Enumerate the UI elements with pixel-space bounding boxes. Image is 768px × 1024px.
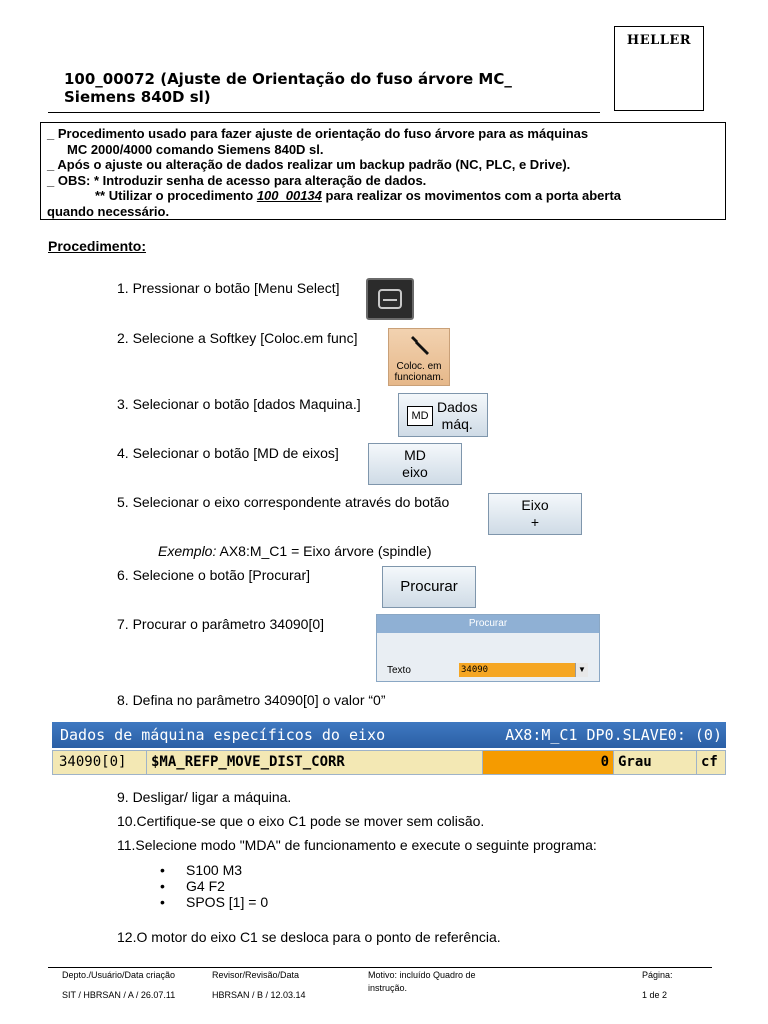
step-9: 9. Desligar/ ligar a máquina. — [117, 789, 292, 805]
intro-line-4: _ OBS: * Introduzir senha de acesso para alteração de dados. — [47, 172, 427, 188]
eixo-label-line1: Eixo — [521, 497, 549, 513]
procurar-button[interactable] — [382, 566, 476, 608]
procedure-reference-link[interactable]: 100_00134 — [256, 188, 322, 203]
step-2: 2. Selecione a Softkey [Coloc.em func] — [117, 330, 358, 346]
heller-logo: HELLER — [626, 33, 692, 48]
procurar-label: Procurar — [400, 578, 458, 595]
intro-line-1: _ Procedimento usado para fazer ajuste de orientação do fuso árvore para as máquinas — [47, 126, 589, 141]
dados-maquina-button[interactable] — [398, 393, 488, 437]
wrench-icon — [409, 333, 433, 357]
md-eixo-button[interactable] — [368, 443, 462, 485]
machine-data-title: Dados de máquina específicos do eixo — [60, 726, 386, 744]
dados-label-line2: máq. — [441, 416, 473, 432]
intro-box — [40, 122, 726, 220]
md-icon: MD — [407, 406, 433, 426]
section-heading: Procedimento: — [48, 238, 147, 254]
step-11: 11.Selecione modo "MDA" de funcionamento e execute o seguinte programa: — [117, 837, 597, 853]
footer-divider — [48, 967, 712, 968]
machine-data-header — [52, 722, 726, 748]
footer-page-value: 1 de 2 — [642, 990, 668, 1000]
footer-col1-label: Depto./Usuário/Data criação — [62, 970, 176, 980]
dados-maquina-label — [437, 399, 477, 433]
eixo-plus-button[interactable] — [488, 493, 582, 535]
footer-col3-label: Motivo: incluído Quadro de — [368, 970, 476, 980]
menu-select-icon — [378, 289, 402, 309]
md-eixo-label-line2: eixo — [402, 464, 428, 480]
parameter-name: $MA_REFP_MOVE_DIST_CORR — [147, 751, 483, 774]
example-line — [158, 543, 432, 559]
document-title — [64, 70, 604, 106]
footer-page-label: Página: — [642, 970, 673, 980]
step-1: 1. Pressionar o botão [Menu Select] — [117, 280, 340, 296]
intro-line-3: _ Após o ajuste ou alteração de dados realizar um backup padrão (NC, PLC, e Drive). — [47, 157, 571, 172]
parameter-number: 34090[0] — [53, 751, 147, 774]
md-eixo-label-line1: MD — [404, 447, 426, 463]
softkey-label-line2: funcionam. — [394, 372, 444, 383]
step-10: 10.Certifique-se que o eixo C1 pode se mover sem colisão. — [117, 813, 485, 829]
footer-col1-value: SIT / HBRSAN / A / 26.07.11 — [62, 990, 176, 1000]
machine-data-row[interactable] — [52, 750, 726, 775]
step-12: 12.O motor do eixo C1 se desloca para o ponto de referência. — [117, 929, 501, 945]
footer-col2-value: HBRSAN / B / 12.03.14 — [212, 990, 306, 1000]
softkey-label — [389, 361, 449, 383]
intro-line-5-pre: ** Utilizar o procedimento — [95, 188, 257, 203]
step-5: 5. Selecionar o eixo correspondente através do botão — [117, 494, 450, 510]
step-4: 4. Selecionar o botão [MD de eixos] — [117, 445, 339, 461]
program-line-2: • G4 F2 — [186, 878, 225, 894]
texto-input[interactable]: 34090 — [459, 663, 587, 677]
softkey-label-line1: Coloc. em — [396, 361, 442, 372]
title-divider — [48, 112, 600, 113]
intro-line-6: quando necessário. — [47, 203, 170, 219]
machine-data-axis: AX8:M_C1 DP0.SLAVE0: (0) — [505, 726, 722, 744]
intro-line-5-post: para realizar os movimentos com a porta aberta — [321, 188, 621, 203]
logo-box — [614, 26, 704, 111]
chevron-down-icon[interactable]: ▼ — [575, 663, 588, 677]
procurar-dialog — [376, 614, 600, 682]
document-title-line2: Siemens 840D sl) — [64, 88, 211, 106]
parameter-unit: Grau — [613, 751, 697, 774]
program-line-1: • S100 M3 — [186, 862, 242, 878]
document-title-line1: 100_00072 (Ajuste de Orientação do fuso árvore MC_ — [64, 70, 512, 88]
intro-line-2: MC 2000/4000 comando Siemens 840D sl. — [67, 141, 324, 157]
step-6: 6. Selecione o botão [Procurar] — [117, 567, 311, 583]
example-text: AX8:M_C1 = Eixo árvore (spindle) — [216, 543, 432, 559]
eixo-label-line2: + — [530, 514, 540, 530]
intro-line-5 — [47, 188, 719, 204]
footer-col3-label2: instrução. — [368, 983, 408, 993]
example-label: Exemplo: — [158, 543, 217, 559]
parameter-value-field[interactable]: 0 — [483, 751, 613, 774]
menu-select-button[interactable] — [366, 278, 414, 320]
footer-col2-label: Revisor/Revisão/Data — [212, 970, 300, 980]
texto-label: Texto — [387, 665, 411, 676]
procurar-dialog-title: Procurar — [377, 615, 599, 633]
step-7: 7. Procurar o parâmetro 34090[0] — [117, 616, 325, 632]
coloc-em-func-softkey[interactable] — [388, 328, 450, 386]
dados-label-line1: Dados — [437, 399, 478, 415]
step-3: 3. Selecionar o botão [dados Maquina.] — [117, 396, 361, 412]
program-line-3: • SPOS [1] = 0 — [186, 894, 268, 910]
parameter-flag: cf — [697, 751, 725, 774]
step-8: 8. Defina no parâmetro 34090[0] o valor “0” — [117, 692, 386, 708]
